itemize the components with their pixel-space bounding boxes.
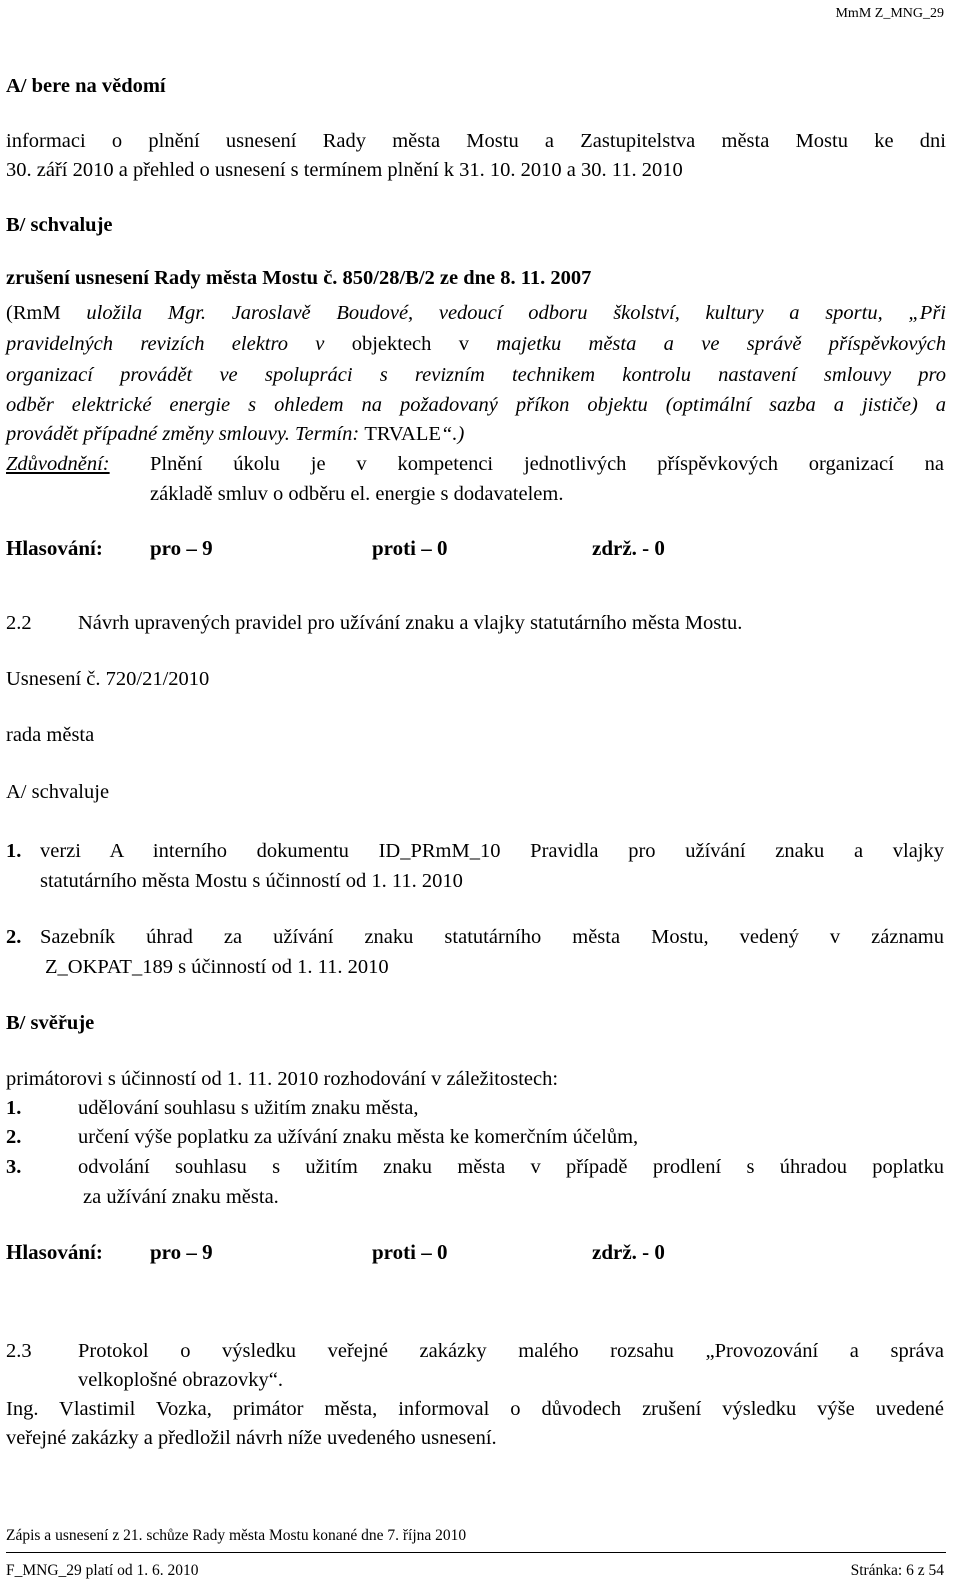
document-code: MmM Z_MNG_29: [835, 6, 944, 21]
entrust-item-3-line-2: za užívání znaku města.: [83, 1186, 279, 1208]
footer-divider: [6, 1552, 946, 1553]
vote-pro: pro – 9: [150, 536, 213, 560]
approve-item-2-number: 2.: [6, 926, 22, 948]
cancel-resolution-title: zrušení usnesení Rady města Mostu č. 850/28/B/2 ze dne 8. 11. 2007: [6, 267, 592, 289]
entrust-item-2: určení výše poplatku za užívání znaku města ke komerčním účelům,: [78, 1126, 639, 1148]
entrust-item-2-number: 2.: [6, 1126, 22, 1148]
cancel-para-line-4: odběr elektrické energie s ohledem na požadovaný příkon objektu (optimální sazba a jističe) a: [6, 394, 946, 416]
vote-label: Hlasování:: [6, 1240, 103, 1264]
reason-line-2: základě smluv o odběru el. energie s dodavatelem.: [150, 483, 564, 505]
text: objektech v: [324, 333, 497, 355]
approve-item-1-line-2: statutárního města Mostu s účinností od 1. 11. 2010: [40, 870, 463, 892]
text: TRVALE: [364, 423, 441, 445]
cancel-para-line-3: organizací provádět ve spolupráci s revizním technikem kontrolu nastavení smlouvy pro: [6, 364, 946, 386]
vote-proti: proti – 0: [372, 1240, 448, 1264]
body-name: rada města: [6, 724, 95, 746]
item-para-line-1: Ing. Vlastimil Vozka, primátor města, informoval o důvodech zrušení výsledku výše uvedené: [6, 1398, 944, 1420]
vote-abstain: zdrž. - 0: [592, 1240, 665, 1264]
resolution-number: Usnesení č. 720/21/2010: [6, 668, 210, 690]
info-line-2: 30. září 2010 a přehled o usnesení s termínem plnění k 31. 10. 2010 a 30. 11. 2010: [6, 159, 683, 181]
approve-item-2-line-1: Sazebník úhrad za užívání znaku statutárního města Mostu, vedený v záznamu: [40, 926, 944, 948]
item-number: 2.3: [6, 1340, 32, 1362]
approve-item-1-number: 1.: [6, 840, 22, 862]
footer-page-number: Stránka: 6 z 54: [850, 1562, 944, 1579]
text-italic: pravidelných revizích elektro v: [6, 333, 325, 355]
text-italic: “.): [440, 423, 465, 445]
entrust-intro: primátorovi s účinností od 1. 11. 2010 rozhodování v záležitostech:: [6, 1068, 559, 1090]
entrust-title: B/ svěřuje: [6, 1012, 95, 1034]
item-para-line-2: veřejné zakázky a předložil návrh níže uvedeného usnesení.: [6, 1427, 497, 1449]
approve-title: A/ schvaluje: [6, 781, 110, 803]
entrust-item-1: udělování souhlasu s užitím znaku města,: [78, 1097, 419, 1119]
section-b-title: B/ schvaluje: [6, 214, 113, 236]
item-number: 2.2: [6, 612, 32, 634]
info-line-1: informaci o plnění usnesení Rady města Mostu a Zastupitelstva města Mostu ke dni: [6, 130, 946, 152]
vote-proti: proti – 0: [372, 536, 448, 560]
item-title-line-2: velkoplošné obrazovky“.: [78, 1369, 283, 1391]
section-a-title: A/ bere na vědomí: [6, 75, 166, 97]
item-title-line-1: Protokol o výsledku veřejné zakázky malého rozsahu „Provozování a správa: [78, 1340, 944, 1362]
cancel-para-line-5: [6, 421, 464, 448]
entrust-item-1-number: 1.: [6, 1097, 22, 1119]
text-italic: provádět případné změny smlouvy. Termín:: [6, 423, 365, 445]
item-title: Návrh upravených pravidel pro užívání znaku a vlajky statutárního města Mostu.: [78, 612, 743, 634]
entrust-item-3-line-1: odvolání souhlasu s užitím znaku města v případě prodlení s úhradou poplatku: [78, 1156, 944, 1178]
cancel-para-line-2: [6, 331, 946, 358]
reason-label: Zdůvodnění:: [6, 453, 110, 475]
text: (RmM: [6, 302, 61, 324]
text-italic: majetku města a ve správě příspěvkových: [496, 333, 946, 355]
vote-pro: pro – 9: [150, 1240, 213, 1264]
footer-validity: F_MNG_29 platí od 1. 6. 2010: [6, 1562, 199, 1579]
vote-abstain: zdrž. - 0: [592, 536, 665, 560]
entrust-item-3-number: 3.: [6, 1156, 22, 1178]
approve-item-1-line-1: verzi A interního dokumentu ID_PRmM_10 Pravidla pro užívání znaku a vlajky: [40, 840, 944, 862]
text-italic: uložila Mgr. Jaroslavě Boudové, vedoucí odboru školství, kultury a sportu, „Při: [60, 302, 946, 324]
vote-label: Hlasování:: [6, 536, 103, 560]
cancel-para-line-1: [6, 300, 946, 327]
approve-item-2-line-2: Z_OKPAT_189 s účinností od 1. 11. 2010: [45, 956, 389, 978]
footer-minutes: Zápis a usnesení z 21. schůze Rady města Mostu konané dne 7. října 2010: [6, 1527, 467, 1544]
reason-line-1: Plnění úkolu je v kompetenci jednotlivých příspěvkových organizací na: [150, 453, 944, 475]
